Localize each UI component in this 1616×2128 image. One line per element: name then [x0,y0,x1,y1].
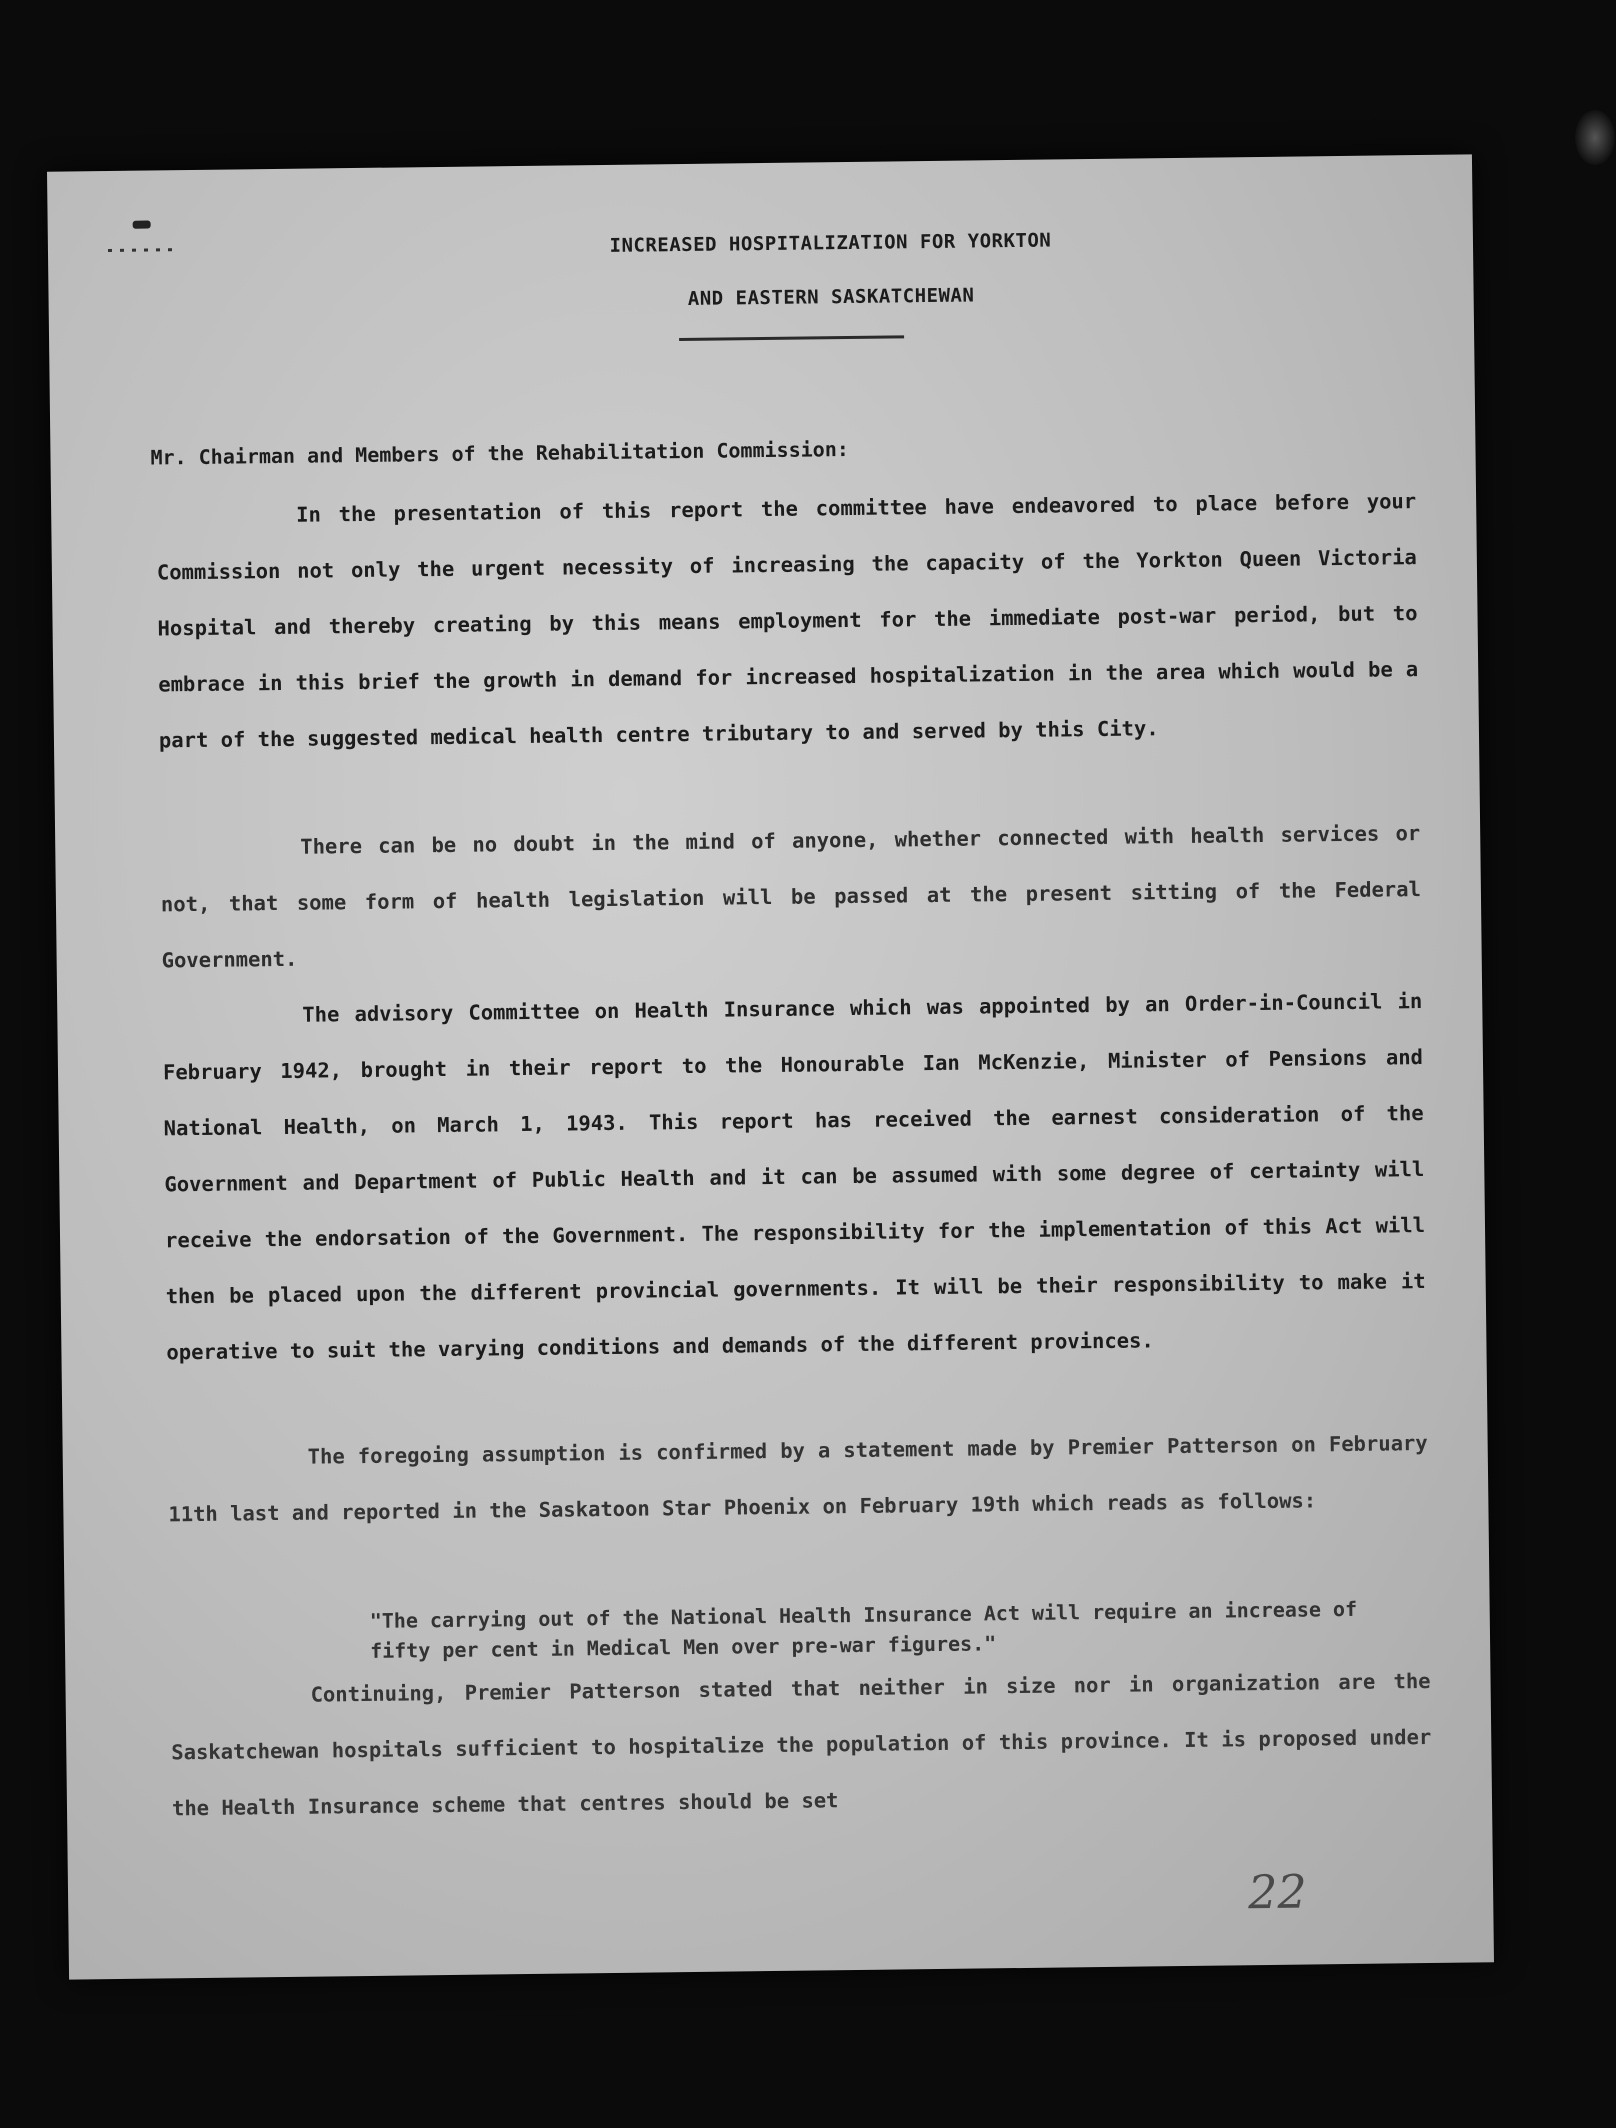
document-page [47,154,1494,1979]
paragraph-2: There can be no doubt in the mind of anyone, whether connected with health services or not, that some form of health legislation will be passed at the present sitting of the Federal Government. [160,821,1422,973]
page-number: 22 [1247,1864,1307,1920]
block-quote: "The carrying out of the National Health Insurance Act will require an increase of fifty per cent in Medical Men over pre-war figures." [369,1596,1358,1663]
film-edge-mark [1575,110,1615,165]
paragraph-3: The advisory Committee on Health Insurance which was appointed by an Order-in-Council in February 1942, brought in their report to the Honourable Ian McKenzie, Minister of Pensions and National Health, on March 1, 1943. This report has received the earnest consideration of the Government and Department of Public Health and it can be assumed with some degree of certainty will receive the endorsation of the Government. The responsibility for the implementation of this Act will then be placed upon the different provincial governments. It will be their responsibility to make it operative to suit the varying conditions and demands of the different provinces. [162,989,1426,1365]
salutation: Mr. Chairman and Members of the Rehabilitation Commission: [150,436,849,470]
punch-mark [133,221,151,229]
document-title-line-2: AND EASTERN SASKATCHEWAN [687,284,975,310]
title-underline [679,335,904,341]
edge-marks [108,248,178,252]
paragraph-1: In the presentation of this report the committee have endeavored to place before your Commission not only the urgent necessity of increasing the capacity of the Yorkton Queen Victoria Hospital and thereby creating by this means employment for the immediate post-war period, but to embrace in this brief the growth in demand for increased hospitalization in the area which would be a part of the suggested medical health centre tributary to and served by this City. [156,489,1419,753]
paragraph-5: Continuing, Premier Patterson stated that neither in size nor in organization are the Saskatchewan hospitals sufficient to hospitalize the population of this province. It is proposed under the Health Insurance scheme that centres should be set [171,1668,1432,1821]
document-title-line-1: INCREASED HOSPITALIZATION FOR YORKTON [609,229,1052,257]
paragraph-4: The foregoing assumption is confirmed by a statement made by Premier Patterson on February 11th last and reported in the Saskatoon Star Phoenix on February 19th which reads as follows: [168,1431,1428,1527]
